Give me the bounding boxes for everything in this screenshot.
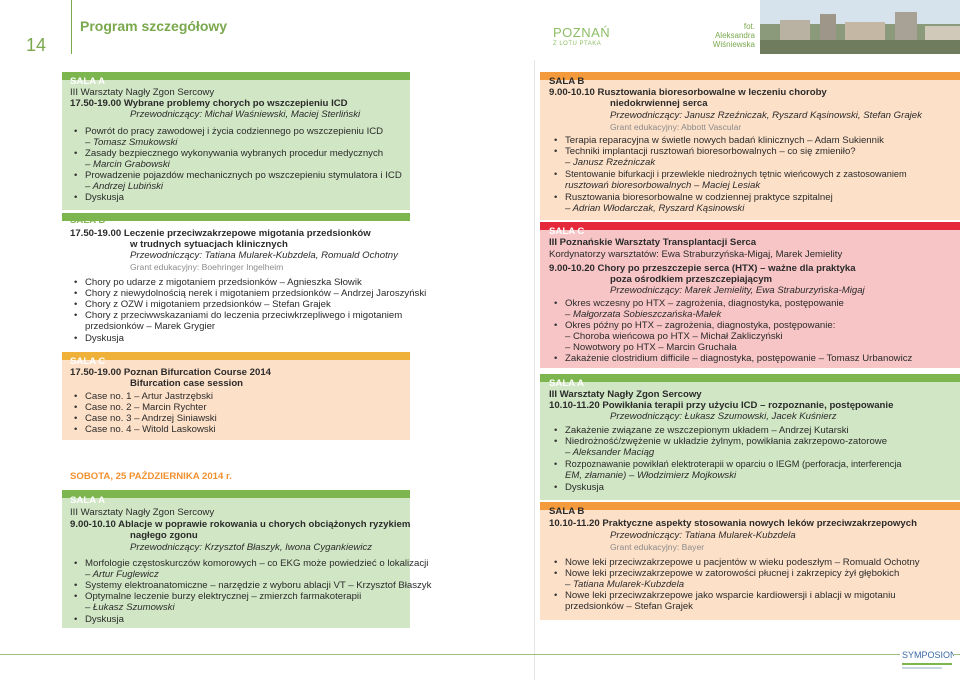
talk-item: • Dyskusja xyxy=(85,333,124,344)
speaker: – Małgorzata Sobieszczańska-Małek xyxy=(565,309,722,320)
chairs: Przewodniczący: Tatiana Mularek-Kubzdela, Romuald Ochotny xyxy=(130,250,398,261)
session-bar xyxy=(540,72,960,80)
room-label: SALA C xyxy=(549,226,585,237)
page-number: 14 xyxy=(26,35,47,55)
speaker: – Tatiana Mularek-Kubzdela xyxy=(565,579,685,590)
speaker: – Łukasz Szumowski xyxy=(85,602,175,613)
case-item: • Case no. 3 – Andrzej Siniawski xyxy=(85,413,217,424)
brand-sub: Z LOTU PTAKA xyxy=(553,41,602,47)
photo-credit-line: Wiśniewska xyxy=(712,40,755,49)
chairs: Przewodniczący: Marek Jemielity, Ewa Straburzyńska-Migaj xyxy=(610,285,865,296)
speaker: – Janusz Rzeźniczak xyxy=(565,157,656,168)
talk-item: • Systemy elektroanatomiczne – narzędzie z wyboru ablacji VT – Krzysztof Błaszyk xyxy=(85,580,431,591)
grant-note: Grant edukacyjny: Bayer xyxy=(610,542,705,552)
talk-item: • Morfologie częstoskurczów komorowych – co EKG może powiedzieć o lokalizacji xyxy=(85,558,428,569)
grant-note: Grant edukacyjny: Abbott Vascular xyxy=(610,122,742,132)
room-label: SALA B xyxy=(549,506,585,517)
talk-item: • Rozpoznawanie powikłań elektroterapii w oparciu o IEGM (perforacja, interferencja xyxy=(565,459,902,470)
coordinators: Kordynatorzy warsztatów: Ewa Straburzyńska-Migaj, Marek Jemielity xyxy=(549,249,843,260)
workshop-title: III Poznańskie Warsztaty Transplantacji Serca xyxy=(549,237,757,248)
brand-main: POZNAŃ xyxy=(553,25,611,40)
footer-line xyxy=(0,654,960,655)
city-photo xyxy=(760,0,960,54)
session-title-cont: Bifurcation case session xyxy=(130,378,244,389)
session-title-cont: w trudnych sytuacjach klinicznych xyxy=(130,239,288,250)
talk-item: • Rusztowania bioresorbowalne w codziennej praktyce szpitalnej xyxy=(565,192,833,203)
session-title: 9.00-10.20 Chory po przeszczepie serca (HTX) – ważne dla praktyka xyxy=(549,263,856,274)
chairs: Przewodniczący: Tatiana Mularek-Kubzdela xyxy=(610,530,796,541)
photo-credit-line: Aleksandra xyxy=(714,31,755,40)
talk-item: • Nowe leki przeciwzakrzepowe u pacjentów w wieku podeszłym – Romuald Ochotny xyxy=(565,557,920,568)
poznan-brand xyxy=(553,26,610,48)
session-title: 9.00-10.10 Rusztowania bioresorbowalne w leczeniu choroby xyxy=(549,87,827,98)
talk-item: • Zakażenie związane ze wszczepionym układem – Andrzej Kutarski xyxy=(565,425,849,436)
talk-item: • Terapia reparacyjna w świetle nowych badań klinicznych – Adam Sukiennik xyxy=(565,135,884,146)
talk-item-cont: przedsionków – Marek Grygier xyxy=(85,321,216,332)
chairs: Przewodniczący: Janusz Rzeźniczak, Ryszard Kąsinowski, Stefan Grajek xyxy=(610,110,922,121)
page-title: Program szczegółowy xyxy=(80,18,228,34)
session-title-cont: nagłego zgonu xyxy=(130,530,198,541)
talk-item: • Dyskusja xyxy=(85,192,124,203)
session-bar xyxy=(62,213,410,221)
speaker: – Adrian Włodarczak, Ryszard Kąsinowski xyxy=(565,203,745,214)
case-item: • Case no. 2 – Marcin Rychter xyxy=(85,402,207,413)
room-label: SALA B xyxy=(70,215,106,226)
talk-item: • Dyskusja xyxy=(85,614,124,625)
day-heading: SOBOTA, 25 PAŹDZIERNIKA 2014 r. xyxy=(70,471,232,482)
talk-item: • Powrót do pracy zawodowej i życia codziennego po wszczepieniu ICD xyxy=(85,126,383,137)
room-label: SALA B xyxy=(549,76,585,87)
talk-item: • Niedrożność/zwężenie w układzie żylnym, powikłania zakrzepowo-zatorowe xyxy=(565,436,887,447)
room-label: SALA A xyxy=(549,378,584,389)
session-title: 10.10-11.20 Powikłania terapii przy użyciu ICD – rozpoznanie, postępowanie xyxy=(549,400,894,411)
talk-item: • Chory z OZW i migotaniem przedsionków – Stefan Grajek xyxy=(85,299,331,310)
header-divider xyxy=(71,0,72,54)
room-label: SALA A xyxy=(70,495,105,506)
workshop-title: III Warsztaty Nagły Zgon Sercowy xyxy=(549,389,702,400)
session-bar xyxy=(540,222,960,230)
session-bar xyxy=(62,72,410,80)
symposion-logo xyxy=(900,643,954,675)
sub-talk: – Choroba wieńcowa po HTX – Michał Zakliczyński xyxy=(565,331,783,342)
session-bar xyxy=(540,502,960,510)
talk-item-cont: rusztowań bioresorbowalnych – Maciej Lesiak xyxy=(565,180,761,191)
talk-item: • Nowe leki przeciwzakrzepowe w zatorowości płucnej i zakrzepicy żył głębokich xyxy=(565,568,899,579)
talk-item: • Techniki implantacji rusztowań bioresorbowalnych – co się zmieniło? xyxy=(565,146,856,157)
case-item: • Case no. 1 – Artur Jastrzębski xyxy=(85,391,213,402)
chairs: Przewodniczący: Michał Waśniewski, Maciej Sterliński xyxy=(130,109,361,120)
session-title: 17.50-19.00 Wybrane problemy chorych po wszczepieniu ICD xyxy=(70,98,348,109)
session-bar xyxy=(540,374,960,382)
workshop-title: III Warsztaty Nagły Zgon Sercowy xyxy=(70,507,215,518)
talk-item: • Zakażenie clostridium difficile – diagnostyka, postępowanie – Tomasz Urbanowicz xyxy=(565,353,912,364)
talk-item: • Dyskusja xyxy=(565,482,604,493)
room-label: SALA C xyxy=(70,356,106,367)
talk-item: • Zasady bezpiecznego wykonywania wybranych procedur medycznych xyxy=(85,148,383,159)
grant-note: Grant edukacyjny: Boehringer Ingelheim xyxy=(130,262,284,272)
session-title: 17.50-19.00 Poznan Bifurcation Course 2014 xyxy=(70,367,272,378)
talk-item-cont: przedsionków – Stefan Grajek xyxy=(565,601,693,612)
talk-item: • Okres wczesny po HTX – zagrożenia, diagnostyka, postępowanie xyxy=(565,298,844,309)
talk-item: • Stentowanie bifurkacji i przewlekle niedrożnych tętnic wieńcowych z zastosowaniem xyxy=(565,169,907,180)
session-title-cont: niedokrwiennej serca xyxy=(610,98,708,109)
speaker: – Marcin Grabowski xyxy=(85,159,170,170)
room-label: SALA A xyxy=(70,76,105,87)
speaker: – Tomasz Smukowski xyxy=(85,137,178,148)
talk-item: • Chory z niewydolnością nerek i migotaniem przedsionków – Andrzej Jaroszyński xyxy=(85,288,426,299)
page-header xyxy=(0,0,960,60)
logo-text: SYMPOSION xyxy=(902,650,954,660)
column-divider xyxy=(534,60,535,680)
case-item: • Case no. 4 – Witold Laskowski xyxy=(85,424,216,435)
talk-item: • Okres późny po HTX – zagrożenia, diagnostyka, postępowanie: xyxy=(565,320,835,331)
sub-talk: – Nowotwory po HTX – Marcin Gruchała xyxy=(565,342,737,353)
talk-item-cont: EM, złamanie) – Włodzimierz Mojkowski xyxy=(565,470,737,481)
session-title: 17.50-19.00 Leczenie przeciwzakrzepowe migotania przedsionków xyxy=(70,228,371,239)
speaker: – Aleksander Maciąg xyxy=(565,447,655,458)
session-title-cont: poza ośrodkiem przeszczepiającym xyxy=(610,274,773,285)
session-bar xyxy=(62,490,410,498)
speaker: – Artur Fuglewicz xyxy=(85,569,159,580)
session-title: 9.00-10.10 Ablacje w poprawie rokowania u chorych obciążonych ryzykiem xyxy=(70,519,411,530)
chairs: Przewodniczący: Łukasz Szumowski, Jacek Kuśnierz xyxy=(610,411,837,422)
workshop-title: III Warsztaty Nagły Zgon Sercowy xyxy=(70,87,215,98)
photo-credit-line: fot. xyxy=(743,22,755,31)
talk-item: • Optymalne leczenie burzy elektrycznej – zmierzch farmakoterapii xyxy=(85,591,361,602)
session-title: 10.10-11.20 Praktyczne aspekty stosowania nowych leków przeciwzakrzepowych xyxy=(549,518,917,529)
talk-item: • Prowadzenie pojazdów mechanicznych po wszczepieniu stymulatora i ICD xyxy=(85,170,402,181)
talk-item: • Chory po udarze z migotaniem przedsionków – Agnieszka Słowik xyxy=(85,277,362,288)
photo-credit xyxy=(700,22,755,49)
talk-item: • Chory z przeciwwskazaniami do leczenia przeciwkrzepliwego i migotaniem xyxy=(85,310,402,321)
session-bar xyxy=(62,352,410,360)
talk-item: • Nowe leki przeciwzakrzepowe jako wsparcie kardiowersji i ablacji w migotaniu xyxy=(565,590,896,601)
speaker: – Andrzej Lubiński xyxy=(85,181,164,192)
chairs: Przewodniczący: Krzysztof Błaszyk, Iwona Cygankiewicz xyxy=(130,542,373,553)
